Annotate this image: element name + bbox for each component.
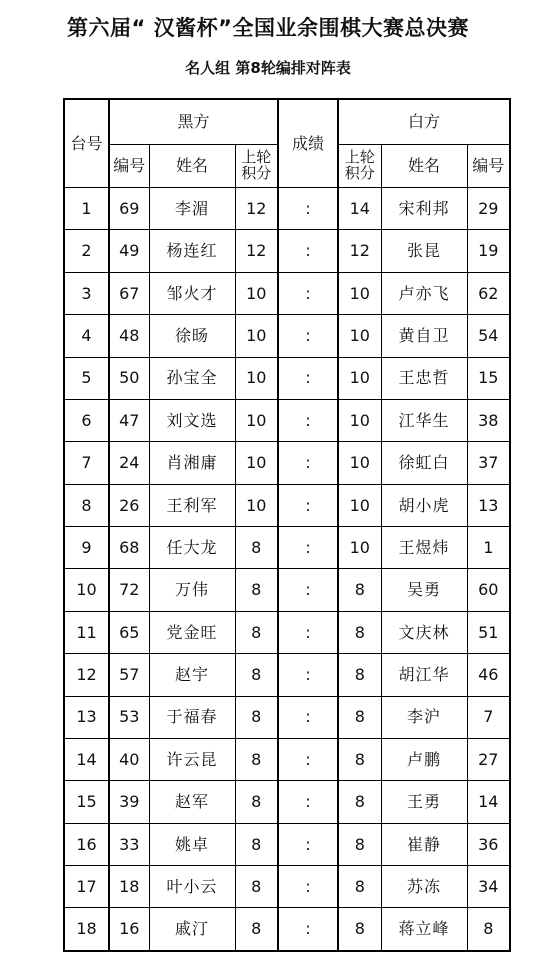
table-row	[64, 781, 510, 823]
cell-result: :	[278, 569, 338, 611]
cell-black-number: 47	[109, 399, 149, 441]
cell-white-prev-points: 8	[338, 611, 381, 653]
cell-white-number: 27	[467, 738, 510, 780]
cell-white-prev-points: 10	[338, 272, 381, 314]
cell-table-no: 16	[64, 823, 109, 865]
cell-black-name: 刘文选	[149, 399, 235, 441]
table-row	[64, 696, 510, 738]
cell-black-name: 王利军	[149, 484, 235, 526]
cell-black-number: 26	[109, 484, 149, 526]
cell-black-name: 于福春	[149, 696, 235, 738]
table-row	[64, 611, 510, 653]
cell-table-no: 11	[64, 611, 109, 653]
cell-white-name: 胡小虎	[381, 484, 467, 526]
cell-white-number: 37	[467, 442, 510, 484]
cell-white-number: 51	[467, 611, 510, 653]
cell-black-name: 李湄	[149, 188, 235, 230]
cell-black-prev-points: 8	[235, 866, 278, 908]
table-row	[64, 357, 510, 399]
table-row	[64, 908, 510, 951]
cell-white-name: 张昆	[381, 230, 467, 272]
document-subtitle: 名人组 第8轮编排对阵表	[185, 59, 351, 77]
cell-black-number: 72	[109, 569, 149, 611]
cell-result: :	[278, 781, 338, 823]
table-row	[64, 188, 510, 230]
cell-white-number: 46	[467, 654, 510, 696]
cell-black-prev-points: 10	[235, 399, 278, 441]
cell-black-prev-points: 10	[235, 484, 278, 526]
table-row	[64, 399, 510, 441]
cell-black-name: 孙宝全	[149, 357, 235, 399]
cell-white-prev-points: 10	[338, 484, 381, 526]
cell-white-number: 14	[467, 781, 510, 823]
cell-black-number: 39	[109, 781, 149, 823]
cell-white-number: 62	[467, 272, 510, 314]
cell-result: :	[278, 442, 338, 484]
cell-result: :	[278, 399, 338, 441]
cell-white-prev-points: 14	[338, 188, 381, 230]
cell-white-number: 1	[467, 527, 510, 569]
table-row	[64, 442, 510, 484]
header-white: 白方	[338, 99, 510, 145]
cell-black-number: 50	[109, 357, 149, 399]
cell-black-prev-points: 10	[235, 272, 278, 314]
cell-black-number: 57	[109, 654, 149, 696]
cell-table-no: 4	[64, 315, 109, 357]
cell-result: :	[278, 527, 338, 569]
table-row	[64, 484, 510, 526]
cell-black-name: 万伟	[149, 569, 235, 611]
cell-table-no: 17	[64, 866, 109, 908]
cell-table-no: 5	[64, 357, 109, 399]
cell-black-number: 33	[109, 823, 149, 865]
cell-black-number: 53	[109, 696, 149, 738]
cell-white-prev-points: 8	[338, 654, 381, 696]
cell-black-name: 戚汀	[149, 908, 235, 951]
cell-black-name: 杨连红	[149, 230, 235, 272]
table-row	[64, 823, 510, 865]
cell-white-name: 崔静	[381, 823, 467, 865]
cell-white-name: 王煜炜	[381, 527, 467, 569]
cell-black-number: 16	[109, 908, 149, 951]
cell-white-prev-points: 8	[338, 866, 381, 908]
cell-black-number: 65	[109, 611, 149, 653]
table-row	[64, 315, 510, 357]
table-row	[64, 272, 510, 314]
header-black-name: 姓名	[149, 145, 235, 188]
pairing-table	[63, 98, 511, 952]
cell-black-prev-points: 8	[235, 696, 278, 738]
cell-black-name: 肖湘庸	[149, 442, 235, 484]
cell-black-number: 69	[109, 188, 149, 230]
cell-white-name: 宋利邦	[381, 188, 467, 230]
cell-black-prev-points: 8	[235, 908, 278, 951]
cell-black-name: 党金旺	[149, 611, 235, 653]
cell-black-prev-points: 8	[235, 569, 278, 611]
cell-table-no: 7	[64, 442, 109, 484]
header-white-prev-points: 上轮 积分	[338, 145, 381, 188]
cell-result: :	[278, 738, 338, 780]
cell-black-prev-points: 12	[235, 188, 278, 230]
cell-white-prev-points: 10	[338, 442, 381, 484]
table-row	[64, 527, 510, 569]
cell-white-prev-points: 8	[338, 908, 381, 951]
cell-result: :	[278, 315, 338, 357]
cell-white-prev-points: 10	[338, 527, 381, 569]
document-title: 第六届“ 汉酱杯”全国业余围棋大赛总决赛	[67, 16, 469, 40]
cell-black-number: 40	[109, 738, 149, 780]
cell-black-number: 18	[109, 866, 149, 908]
cell-black-prev-points: 10	[235, 357, 278, 399]
cell-black-number: 24	[109, 442, 149, 484]
cell-white-prev-points: 8	[338, 696, 381, 738]
cell-result: :	[278, 654, 338, 696]
cell-table-no: 18	[64, 908, 109, 951]
cell-table-no: 13	[64, 696, 109, 738]
cell-black-prev-points: 8	[235, 527, 278, 569]
cell-black-name: 叶小云	[149, 866, 235, 908]
cell-black-prev-points: 8	[235, 654, 278, 696]
cell-black-name: 任大龙	[149, 527, 235, 569]
table-row	[64, 569, 510, 611]
cell-black-prev-points: 8	[235, 611, 278, 653]
cell-table-no: 1	[64, 188, 109, 230]
cell-white-name: 王勇	[381, 781, 467, 823]
cell-white-number: 34	[467, 866, 510, 908]
cell-table-no: 10	[64, 569, 109, 611]
cell-result: :	[278, 611, 338, 653]
header-black: 黑方	[109, 99, 278, 145]
cell-result: :	[278, 908, 338, 951]
table-row	[64, 654, 510, 696]
cell-white-prev-points: 10	[338, 315, 381, 357]
header-result: 成绩	[278, 99, 338, 188]
cell-white-number: 54	[467, 315, 510, 357]
header-table-no: 台号	[64, 99, 109, 188]
cell-white-name: 王忠哲	[381, 357, 467, 399]
cell-white-number: 19	[467, 230, 510, 272]
cell-white-number: 29	[467, 188, 510, 230]
cell-black-name: 邹火才	[149, 272, 235, 314]
cell-table-no: 9	[64, 527, 109, 569]
cell-table-no: 15	[64, 781, 109, 823]
cell-table-no: 3	[64, 272, 109, 314]
cell-table-no: 2	[64, 230, 109, 272]
cell-table-no: 14	[64, 738, 109, 780]
table-row	[64, 738, 510, 780]
cell-white-number: 60	[467, 569, 510, 611]
cell-black-name: 赵军	[149, 781, 235, 823]
cell-black-prev-points: 8	[235, 823, 278, 865]
cell-white-number: 8	[467, 908, 510, 951]
cell-black-number: 49	[109, 230, 149, 272]
header-white-number: 编号	[467, 145, 510, 188]
cell-black-name: 赵宇	[149, 654, 235, 696]
cell-black-name: 徐旸	[149, 315, 235, 357]
cell-black-prev-points: 12	[235, 230, 278, 272]
cell-table-no: 6	[64, 399, 109, 441]
cell-result: :	[278, 230, 338, 272]
cell-white-prev-points: 12	[338, 230, 381, 272]
cell-white-number: 36	[467, 823, 510, 865]
header-black-number: 编号	[109, 145, 149, 188]
cell-white-prev-points: 8	[338, 569, 381, 611]
cell-white-name: 卢鹏	[381, 738, 467, 780]
cell-black-number: 48	[109, 315, 149, 357]
cell-white-name: 李沪	[381, 696, 467, 738]
cell-white-number: 15	[467, 357, 510, 399]
header-black-prev-points: 上轮 积分	[235, 145, 278, 188]
cell-result: :	[278, 272, 338, 314]
cell-table-no: 8	[64, 484, 109, 526]
cell-white-name: 胡江华	[381, 654, 467, 696]
cell-black-number: 67	[109, 272, 149, 314]
cell-white-name: 卢亦飞	[381, 272, 467, 314]
cell-white-name: 吴勇	[381, 569, 467, 611]
cell-white-name: 江华生	[381, 399, 467, 441]
cell-white-name: 黄自卫	[381, 315, 467, 357]
table-row	[64, 230, 510, 272]
cell-white-prev-points: 10	[338, 399, 381, 441]
cell-white-prev-points: 8	[338, 823, 381, 865]
cell-white-prev-points: 8	[338, 781, 381, 823]
cell-black-prev-points: 10	[235, 442, 278, 484]
cell-result: :	[278, 188, 338, 230]
cell-white-name: 苏冻	[381, 866, 467, 908]
cell-white-number: 13	[467, 484, 510, 526]
table-row	[64, 866, 510, 908]
cell-white-prev-points: 8	[338, 738, 381, 780]
cell-result: :	[278, 823, 338, 865]
cell-result: :	[278, 866, 338, 908]
cell-result: :	[278, 357, 338, 399]
cell-white-name: 蒋立峰	[381, 908, 467, 951]
header-white-name: 姓名	[381, 145, 467, 188]
cell-result: :	[278, 696, 338, 738]
cell-white-name: 徐虹白	[381, 442, 467, 484]
cell-black-name: 许云昆	[149, 738, 235, 780]
cell-white-name: 文庆林	[381, 611, 467, 653]
cell-white-number: 7	[467, 696, 510, 738]
cell-black-prev-points: 8	[235, 738, 278, 780]
cell-black-prev-points: 10	[235, 315, 278, 357]
cell-result: :	[278, 484, 338, 526]
cell-table-no: 12	[64, 654, 109, 696]
cell-black-number: 68	[109, 527, 149, 569]
cell-white-prev-points: 10	[338, 357, 381, 399]
cell-black-prev-points: 8	[235, 781, 278, 823]
cell-white-number: 38	[467, 399, 510, 441]
cell-black-name: 姚卓	[149, 823, 235, 865]
